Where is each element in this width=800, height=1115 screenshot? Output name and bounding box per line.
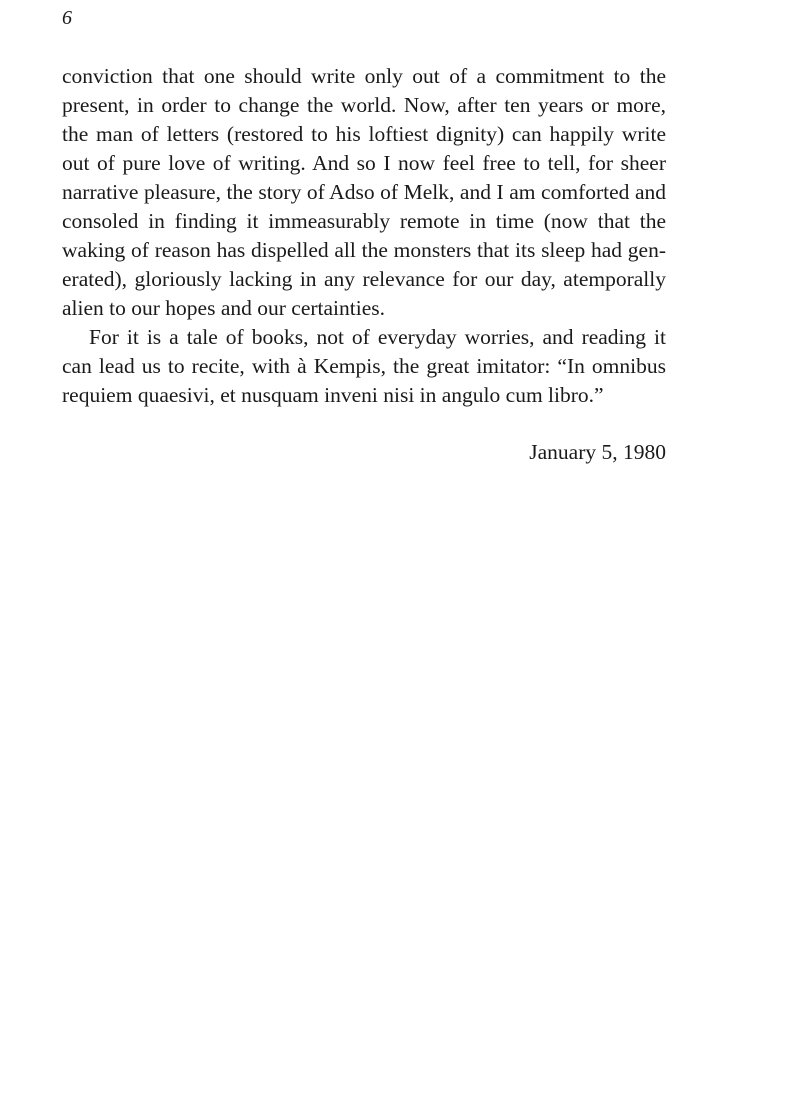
page-number: 6 [62, 7, 72, 29]
text-line: For it is a tale of books, not of everyday worries, and reading it [89, 325, 666, 349]
text-line: erated), gloriously lacking in any relevance for our day, atemporally [62, 267, 666, 291]
paragraph-2 [62, 323, 666, 410]
text-line: waking of reason has dispelled all the monsters that its sleep had gen- [62, 238, 666, 262]
paragraph-1 [62, 62, 666, 323]
signoff-date: January 5, 1980 [529, 440, 666, 464]
text-line: requiem quaesivi, et nusquam inveni nisi in angulo cum libro.” [62, 383, 604, 407]
text-line: present, in order to change the world. Now, after ten years or more, [62, 93, 666, 117]
text-line: alien to our hopes and our certainties. [62, 296, 385, 320]
text-line: out of pure love of writing. And so I now feel free to tell, for sheer [62, 151, 666, 175]
text-line: can lead us to recite, with à Kempis, the great imitator: “In omnibus [62, 354, 666, 378]
body-text [62, 62, 666, 410]
text-line: the man of letters (restored to his loftiest dignity) can happily write [62, 122, 666, 146]
text-line: consoled in finding it immeasurably remote in time (now that the [62, 209, 666, 233]
text-line: conviction that one should write only out of a commitment to the [62, 64, 666, 88]
text-line: narrative pleasure, the story of Adso of Melk, and I am comforted and [62, 180, 666, 204]
